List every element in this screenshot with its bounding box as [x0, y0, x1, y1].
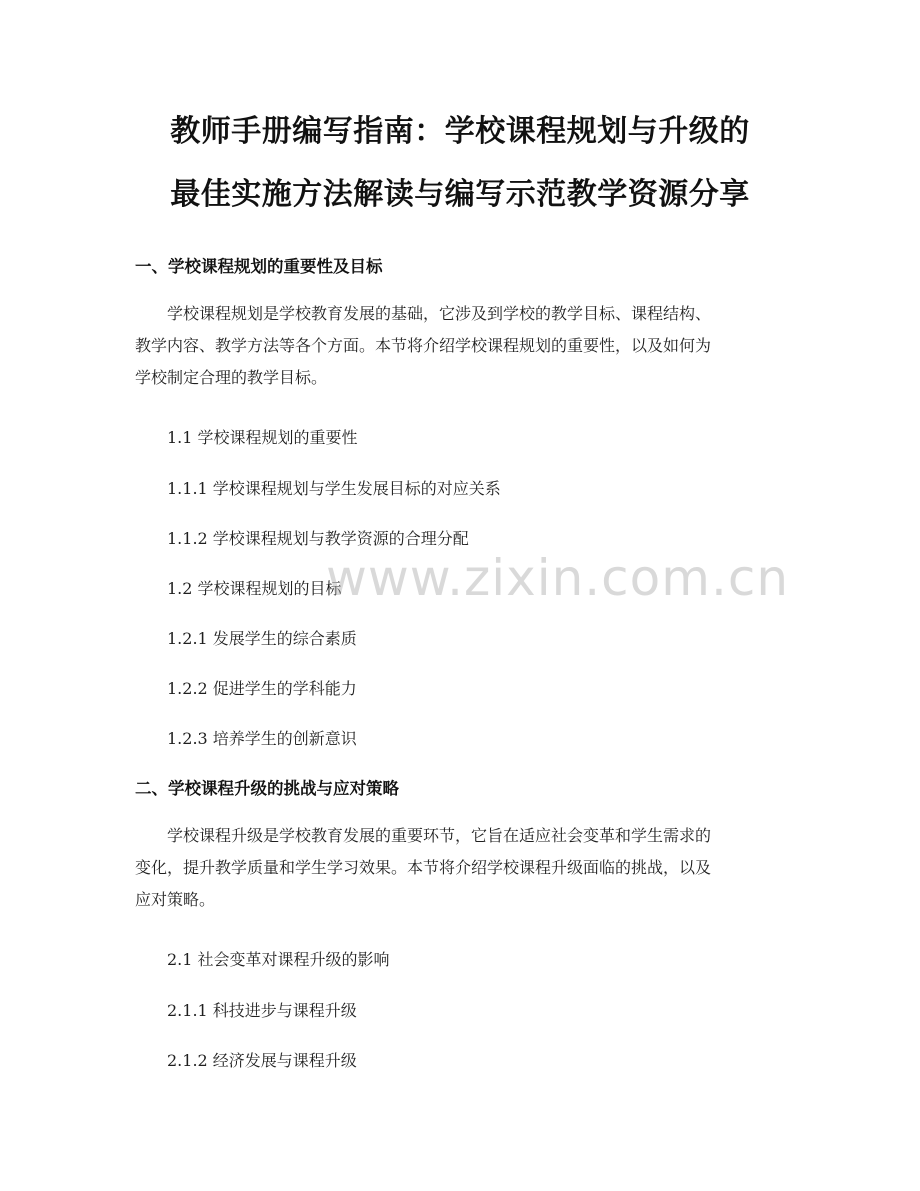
outline-item-2-1-2: 2.1.2 经济发展与课程升级 [167, 1051, 357, 1070]
paragraph-line: 学校制定合理的教学目标。 [135, 368, 328, 387]
paragraph-line: 教学内容、教学方法等各个方面。本节将介绍学校课程规划的重要性，以及如何为 [135, 336, 712, 355]
outline-item-1-2-2: 1.2.2 促进学生的学科能力 [167, 679, 357, 698]
outline-item-1-2: 1.2 学校课程规划的目标 [167, 579, 342, 598]
watermark-text: www.zixin.com.cn [326, 549, 790, 607]
outline-item-1-2-1: 1.2.1 发展学生的综合素质 [167, 629, 357, 648]
section-2-heading: 二、学校课程升级的挑战与应对策略 [135, 779, 399, 798]
outline-item-2-1-1: 2.1.1 科技进步与课程升级 [167, 1001, 357, 1020]
section-1-paragraph [135, 298, 795, 394]
outline-item-1-1-2: 1.1.2 学校课程规划与教学资源的合理分配 [167, 529, 469, 548]
paragraph-line: 学校课程升级是学校教育发展的重要环节，它旨在适应社会变革和学生需求的 [167, 826, 712, 845]
outline-item-1-1: 1.1 学校课程规划的重要性 [167, 428, 358, 447]
outline-item-2-1: 2.1 社会变革对课程升级的影响 [167, 950, 390, 969]
outline-item-1-2-3: 1.2.3 培养学生的创新意识 [167, 729, 357, 748]
paragraph-line: 学校课程规划是学校教育发展的基础，它涉及到学校的教学目标、课程结构、 [167, 304, 712, 323]
document-title-line-2: 最佳实施方法解读与编写示范教学资源分享 [170, 177, 750, 212]
paragraph-line: 变化，提升教学质量和学生学习效果。本节将介绍学校课程升级面临的挑战，以及 [135, 858, 712, 877]
section-1-heading: 一、学校课程规划的重要性及目标 [135, 257, 383, 276]
outline-item-1-1-1: 1.1.1 学校课程规划与学生发展目标的对应关系 [167, 479, 501, 498]
section-2-paragraph [135, 820, 795, 916]
paragraph-line: 应对策略。 [135, 890, 216, 909]
document-title-line-1: 教师手册编写指南：学校课程规划与升级的 [170, 114, 750, 149]
